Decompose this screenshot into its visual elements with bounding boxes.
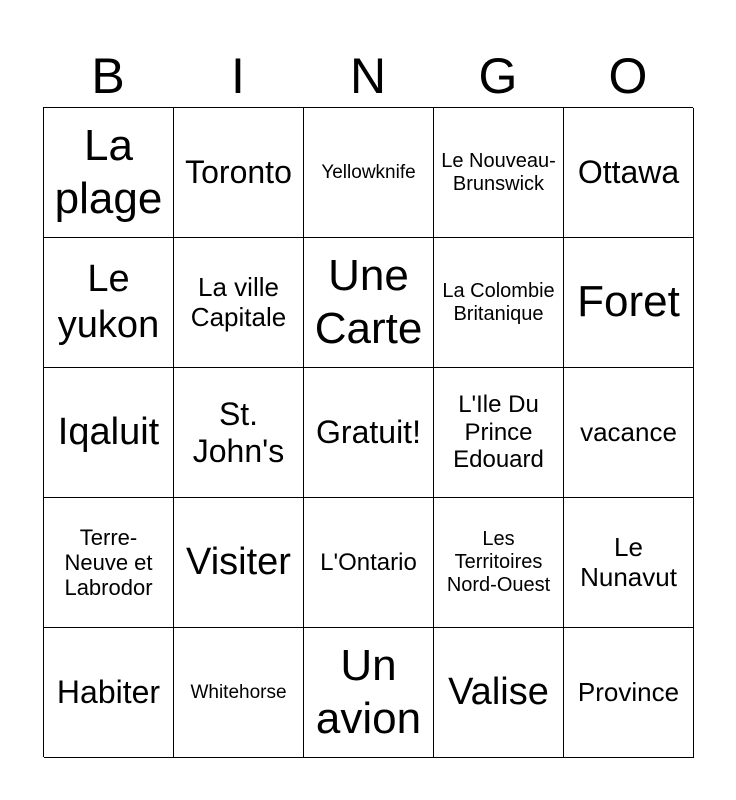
cell-label: L'Ile Du Prince Edouard (453, 391, 544, 474)
bingo-cell[interactable] (174, 108, 304, 238)
cell-label: La plage (54, 120, 163, 223)
cell-label: Le Nunavut (580, 531, 677, 592)
bingo-cell[interactable] (564, 498, 694, 628)
bingo-cell[interactable] (304, 628, 434, 758)
bingo-cell[interactable] (174, 498, 304, 628)
cell-label: Yellowknife (321, 161, 416, 183)
cell-label: Une Carte (314, 250, 423, 353)
cell-label: Un avion (315, 640, 422, 743)
bingo-cell[interactable] (174, 238, 304, 368)
bingo-cell[interactable] (434, 238, 564, 368)
bingo-cell[interactable] (174, 628, 304, 758)
bingo-cell[interactable] (44, 108, 174, 238)
cell-label: Ottawa (577, 154, 680, 191)
cell-label: Le yukon (57, 257, 160, 346)
bingo-cell[interactable] (304, 238, 434, 368)
header-letter-n: N (349, 48, 387, 104)
bingo-cell[interactable] (44, 628, 174, 758)
bingo-cell[interactable] (44, 498, 174, 628)
bingo-cell[interactable] (304, 108, 434, 238)
cell-label: Valise (448, 670, 549, 713)
cell-label: Le Nouveau-Brunswick (441, 149, 556, 195)
bingo-cell[interactable] (44, 238, 174, 368)
cell-label: Iqaluit (57, 410, 160, 453)
cell-label: Toronto (185, 154, 292, 191)
cell-label: Habiter (56, 674, 161, 711)
cell-label: La ville Capitale (190, 271, 287, 332)
cell-label: Foret (577, 277, 680, 327)
bingo-cell[interactable] (434, 108, 564, 238)
cell-label: St. John's (192, 395, 285, 469)
bingo-cell[interactable] (434, 498, 564, 628)
bingo-cell[interactable] (564, 238, 694, 368)
cell-label: Les Territoires Nord-Ouest (446, 528, 551, 596)
cell-label: vacance (580, 416, 677, 447)
cell-label: Gratuit! (316, 414, 421, 451)
cell-label: L'Ontario (320, 548, 417, 576)
header-letter-o: O (608, 48, 648, 104)
bingo-cell[interactable] (564, 368, 694, 498)
bingo-cell[interactable] (44, 368, 174, 498)
header-letter-g: G (478, 48, 518, 104)
bingo-cell[interactable] (434, 368, 564, 498)
bingo-board (43, 107, 693, 757)
bingo-cell[interactable] (304, 498, 434, 628)
bingo-cell[interactable] (304, 368, 434, 498)
cell-label: Province (577, 676, 680, 707)
cell-label: Whitehorse (190, 681, 287, 703)
bingo-header (43, 44, 693, 108)
bingo-cell[interactable] (564, 628, 694, 758)
cell-label: La Colombie Britanique (442, 279, 555, 325)
bingo-cell[interactable] (434, 628, 564, 758)
header-letter-b: B (91, 48, 125, 104)
cell-label: Terre-Neuve et Labrodor (64, 524, 153, 601)
bingo-cell[interactable] (174, 368, 304, 498)
header-letter-i: I (231, 48, 245, 104)
cell-label: Visiter (186, 540, 291, 583)
bingo-cell[interactable] (564, 108, 694, 238)
